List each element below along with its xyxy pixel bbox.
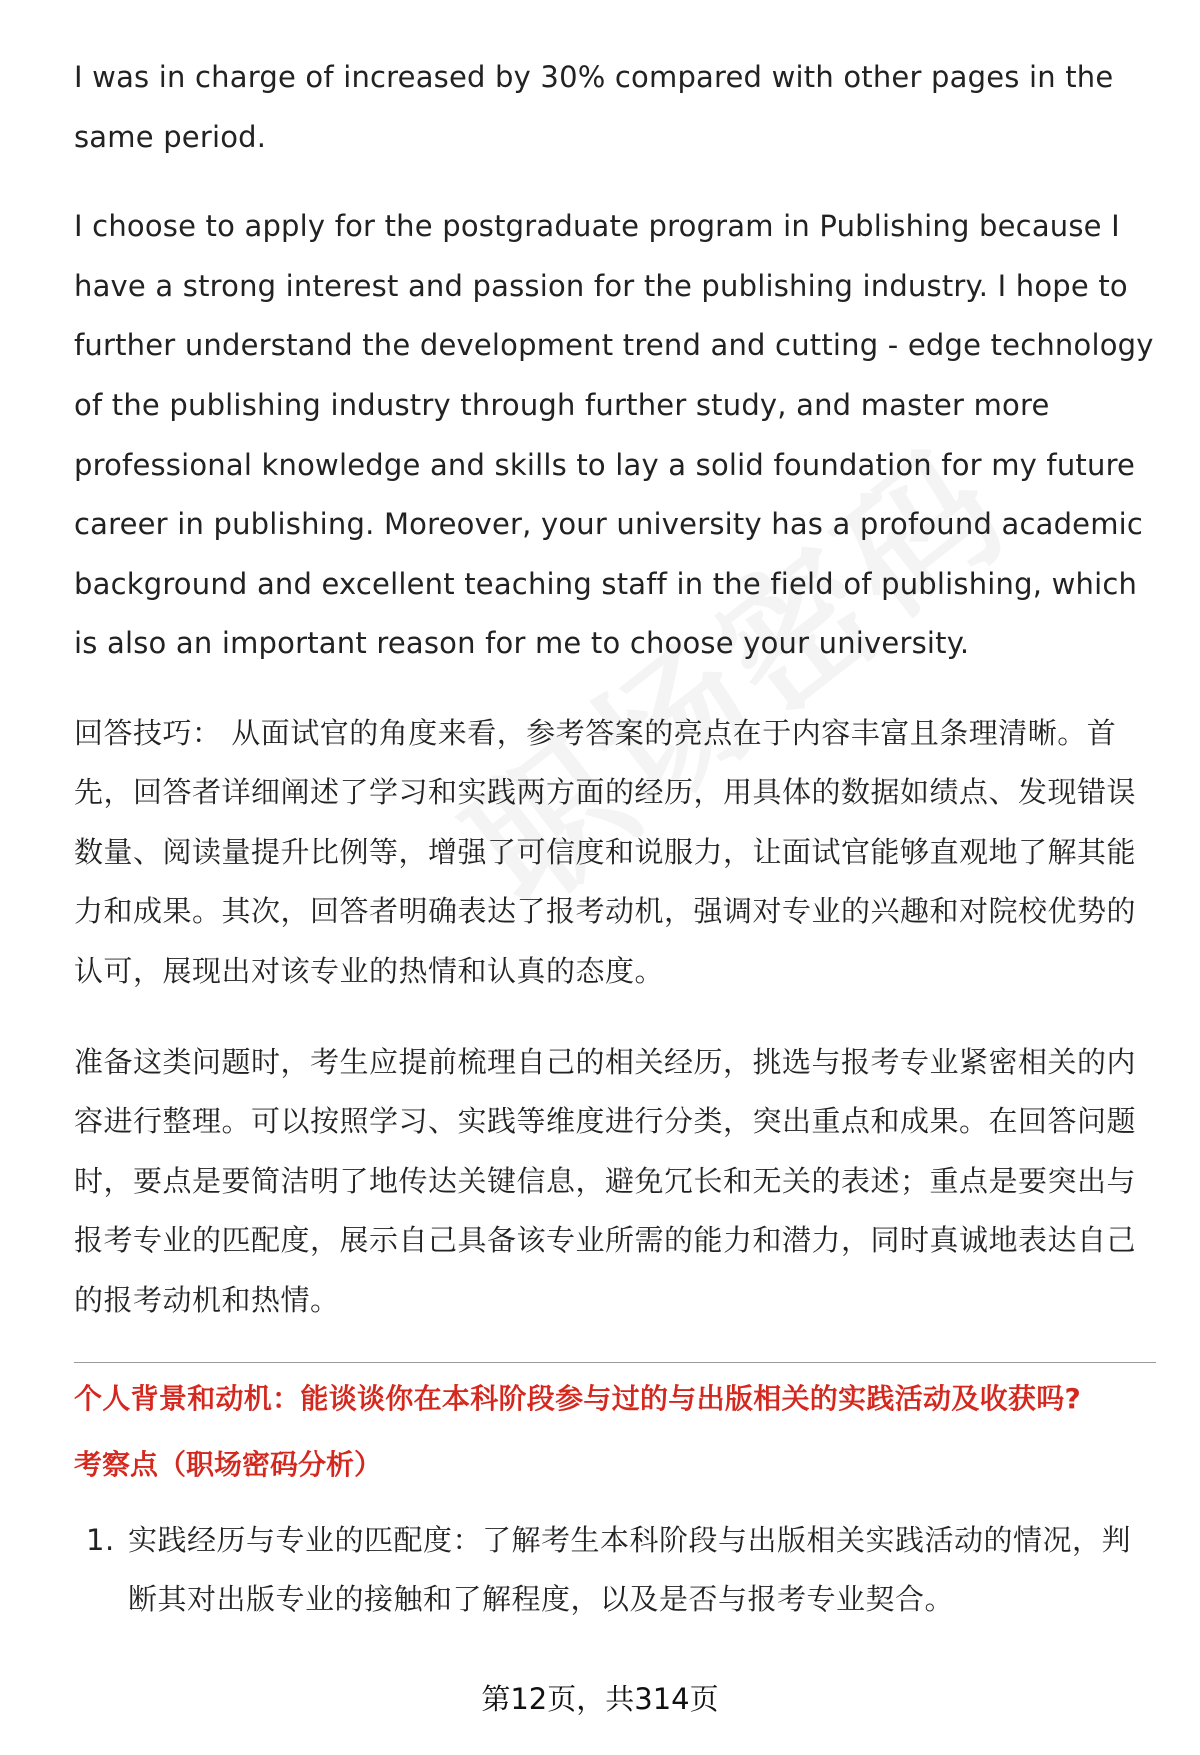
paragraph-en-2: I choose to apply for the postgraduate program in Publishing because I have a strong interest and passion for the publishing industry. I hope to further understand the development trend and cutting - edge technology of the publishing industry through further study, and master more professional knowledge and skills to lay a solid foundation for my future career in publishing. Moreover, your university has a profound academic background and excellent teaching staff in the field of publishing, which is also an important reason for me to choose your university. <box>74 209 1154 661</box>
list-item-text: 实践经历与专业的匹配度：了解考生本科阶段与出版相关实践活动的情况，判断其对出版专业的接触和了解程度，以及是否与报考专业契合。 <box>128 1523 1132 1617</box>
document-page <box>74 48 1156 1630</box>
section-divider <box>74 1362 1156 1363</box>
section-heading: 考察点（职场密码分析） <box>74 1448 383 1481</box>
page-footer: 第12页，共314页 <box>481 1682 719 1716</box>
question-heading: 个人背景和动机：能谈谈你在本科阶段参与过的与出版相关的实践活动及收获吗? <box>74 1382 1082 1415</box>
paragraph-en-1: I was in charge of increased by 30% compared with other pages in the same period. <box>74 60 1114 154</box>
paragraph-cn-preparation: 准备这类问题时，考生应提前梳理自己的相关经历，挑选与报考专业紧密相关的内容进行整理。可以按照学习、实践等维度进行分类，突出重点和成果。在回答问题时，要点是要简洁明了地传达关键信息，避免冗长和无关的表述；重点是要突出与报考专业的匹配度，展示自己具备该专业所需的能力和潜力，同时真诚地表达自己的报考动机和热情。 <box>74 1044 1137 1317</box>
paragraph-cn-answer-tips: 回答技巧： 从面试官的角度来看，参考答案的亮点在于内容丰富且条理清晰。首先，回答者详细阐述了学习和实践两方面的经历，用具体的数据如绩点、发现错误数量、阅读量提升比例等，增强了可信度和说服力，让面试官能够直观地了解其能力和成果。其次，回答者明确表达了报考动机，强调对专业的兴趣和对院校优势的认可，展现出对该专业的热情和认真的态度。 <box>74 715 1137 988</box>
list-item-number: 1. <box>86 1523 115 1557</box>
evaluation-points-list <box>74 1511 1156 1630</box>
list-item <box>74 1511 1156 1630</box>
